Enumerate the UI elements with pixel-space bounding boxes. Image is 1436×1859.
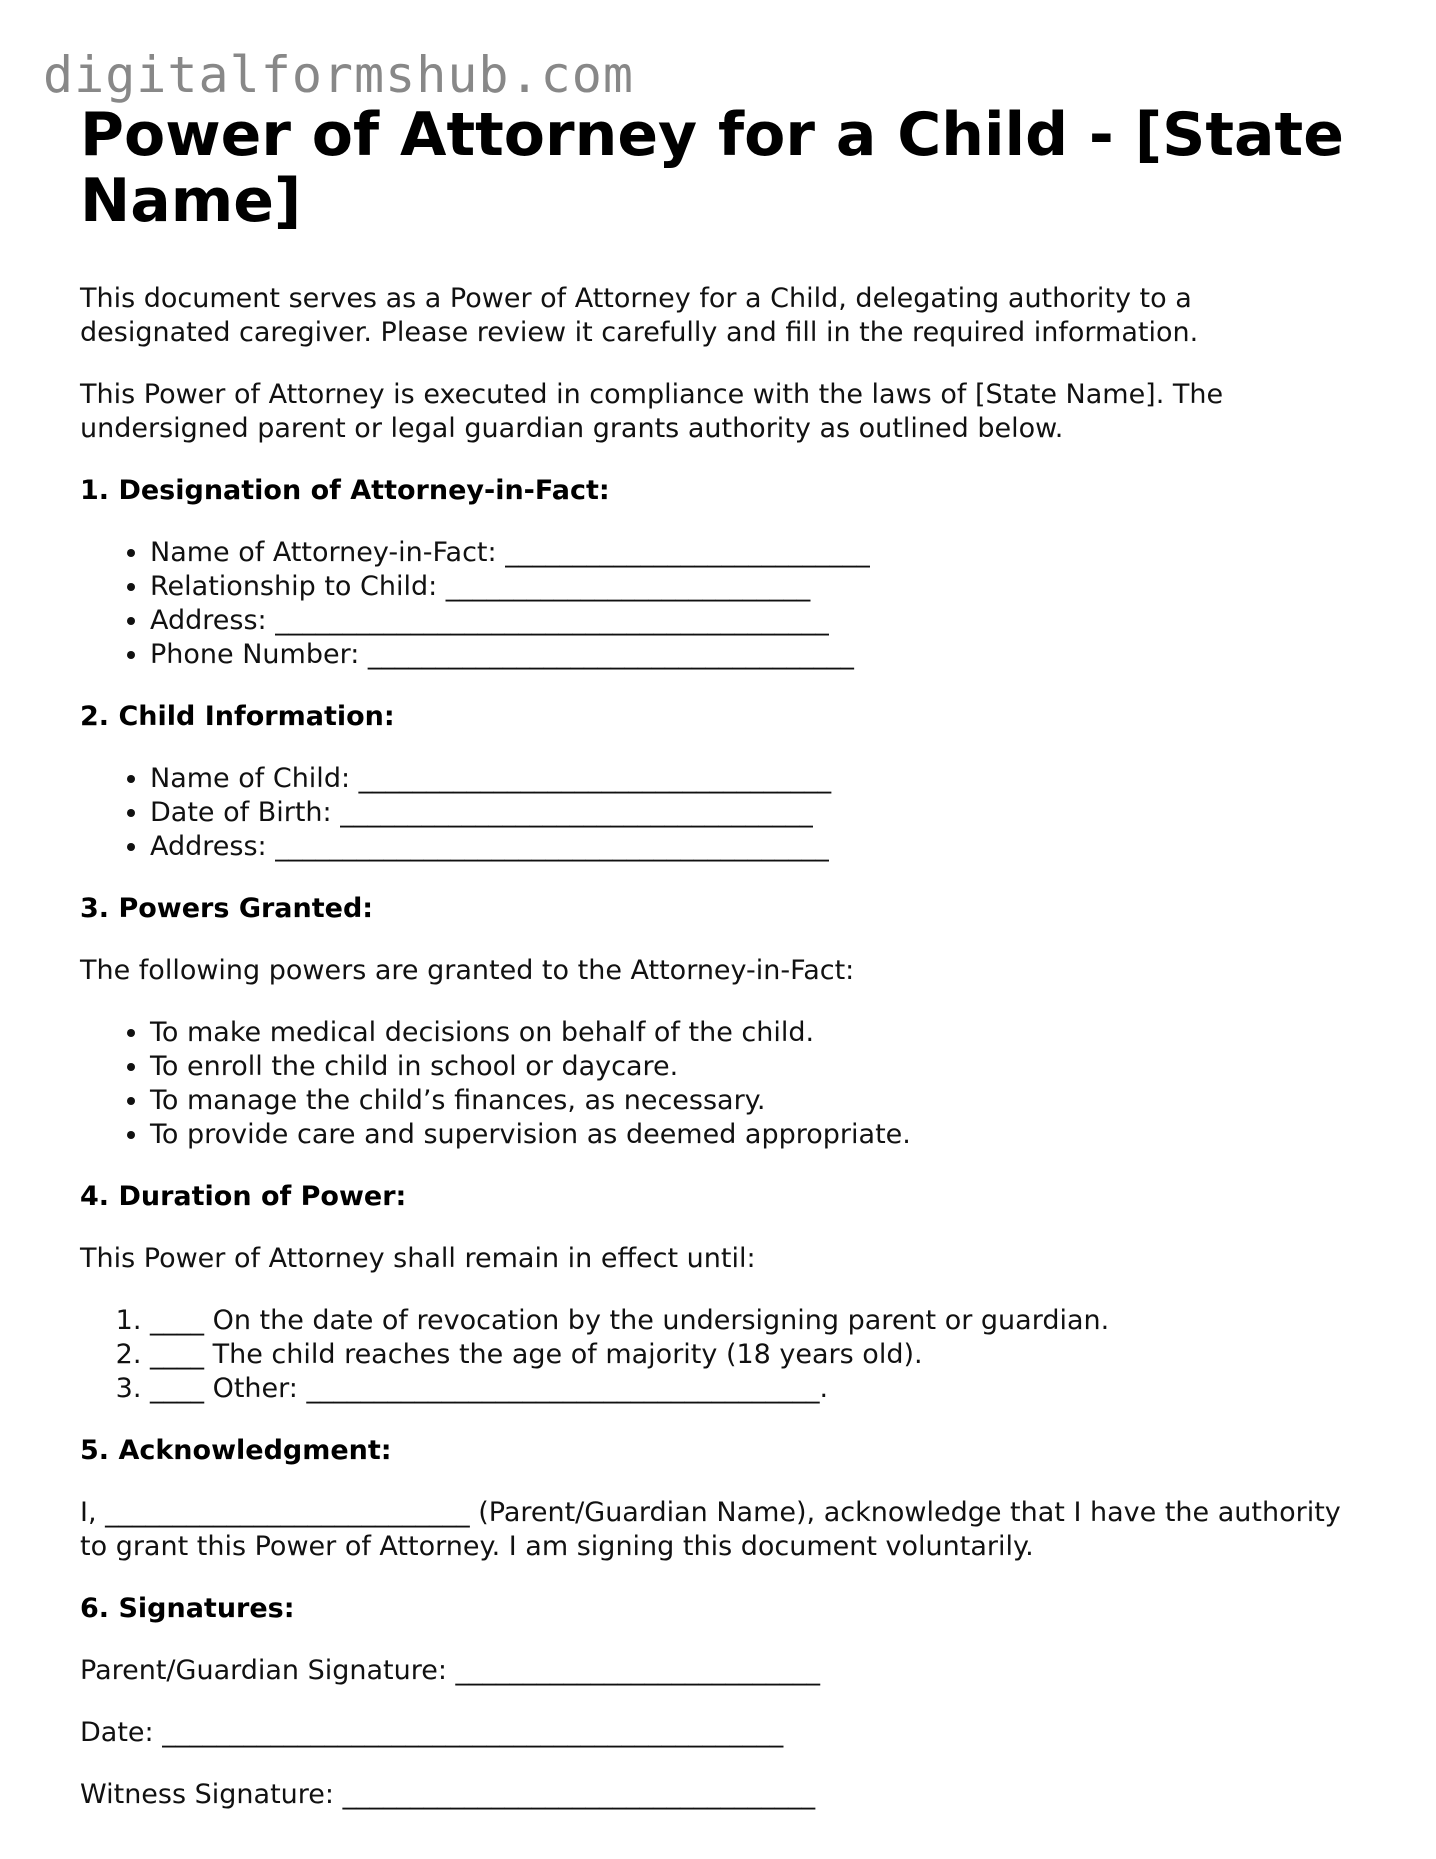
section-heading: 3. Powers Granted: — [80, 893, 374, 924]
parent-signature-line: Parent/Guardian Signature: ___________________________ — [80, 1655, 821, 1686]
date-of-birth-field: • Date of Birth: ___________________________________ — [150, 796, 1350, 830]
duration-lead-text: This Power of Attorney shall remain in effect until: — [80, 1243, 756, 1274]
section-heading: 6. Signatures: — [80, 1593, 295, 1624]
powers-list — [80, 1016, 1350, 1152]
section-child-information — [80, 700, 1350, 864]
document-page — [80, 102, 1350, 1812]
child-field-list — [80, 762, 1350, 864]
duration-option: 3. ____ Other: ______________________________________. — [150, 1372, 1350, 1406]
child-name-field: • Name of Child: ___________________________________ — [150, 762, 1350, 796]
power-item: • To manage the child’s finances, as necessary. — [150, 1084, 1350, 1118]
document-title: Power of Attorney for a Child - [State Name] — [80, 100, 1344, 236]
attorney-name-field: • Name of Attorney-in-Fact: ___________________________ — [150, 536, 1350, 570]
phone-number-field: • Phone Number: ____________________________________ — [150, 638, 1350, 672]
watermark: digitalformshub.com — [43, 46, 634, 104]
power-item: • To make medical decisions on behalf of the child. — [150, 1016, 1350, 1050]
acknowledgment-text: I, ___________________________ (Parent/Guardian Name), acknowledge that I have the authority to grant this Power of Attorney. I am signing this document voluntarily. — [80, 1497, 1341, 1562]
power-item: • To enroll the child in school or daycare. — [150, 1050, 1350, 1084]
section-duration — [80, 1180, 1350, 1406]
section-heading: 5. Acknowledgment: — [80, 1435, 392, 1466]
designation-field-list — [80, 536, 1350, 672]
section-designation — [80, 474, 1350, 672]
duration-options-list — [80, 1304, 1350, 1406]
date-line: Date: ______________________________________________ — [80, 1717, 784, 1748]
intro-paragraph-2: This Power of Attorney is executed in compliance with the laws of [State Name]. The undersigned parent or legal guardian grants authority as outlined below. — [80, 379, 1224, 444]
power-item: • To provide care and supervision as deemed appropriate. — [150, 1118, 1350, 1152]
powers-lead-text: The following powers are granted to the Attorney-in-Fact: — [80, 955, 855, 986]
section-powers-granted — [80, 892, 1350, 1152]
duration-option: 2. ____ The child reaches the age of majority (18 years old). — [150, 1338, 1350, 1372]
section-signatures — [80, 1592, 1350, 1812]
relationship-field: • Relationship to Child: ___________________________ — [150, 570, 1350, 604]
child-address-field: • Address: _________________________________________ — [150, 830, 1350, 864]
section-heading: 1. Designation of Attorney-in-Fact: — [80, 475, 610, 506]
section-heading: 2. Child Information: — [80, 701, 395, 732]
intro-paragraph-1: This document serves as a Power of Attorney for a Child, delegating authority to a designated caregiver. Please review it carefully and fill in the required information. — [80, 283, 1199, 348]
witness-signature-line: Witness Signature: ___________________________________ — [80, 1779, 816, 1810]
attorney-address-field: • Address: _________________________________________ — [150, 604, 1350, 638]
duration-option: 1. ____ On the date of revocation by the undersigning parent or guardian. — [150, 1304, 1350, 1338]
section-heading: 4. Duration of Power: — [80, 1181, 407, 1212]
section-acknowledgment — [80, 1434, 1350, 1564]
